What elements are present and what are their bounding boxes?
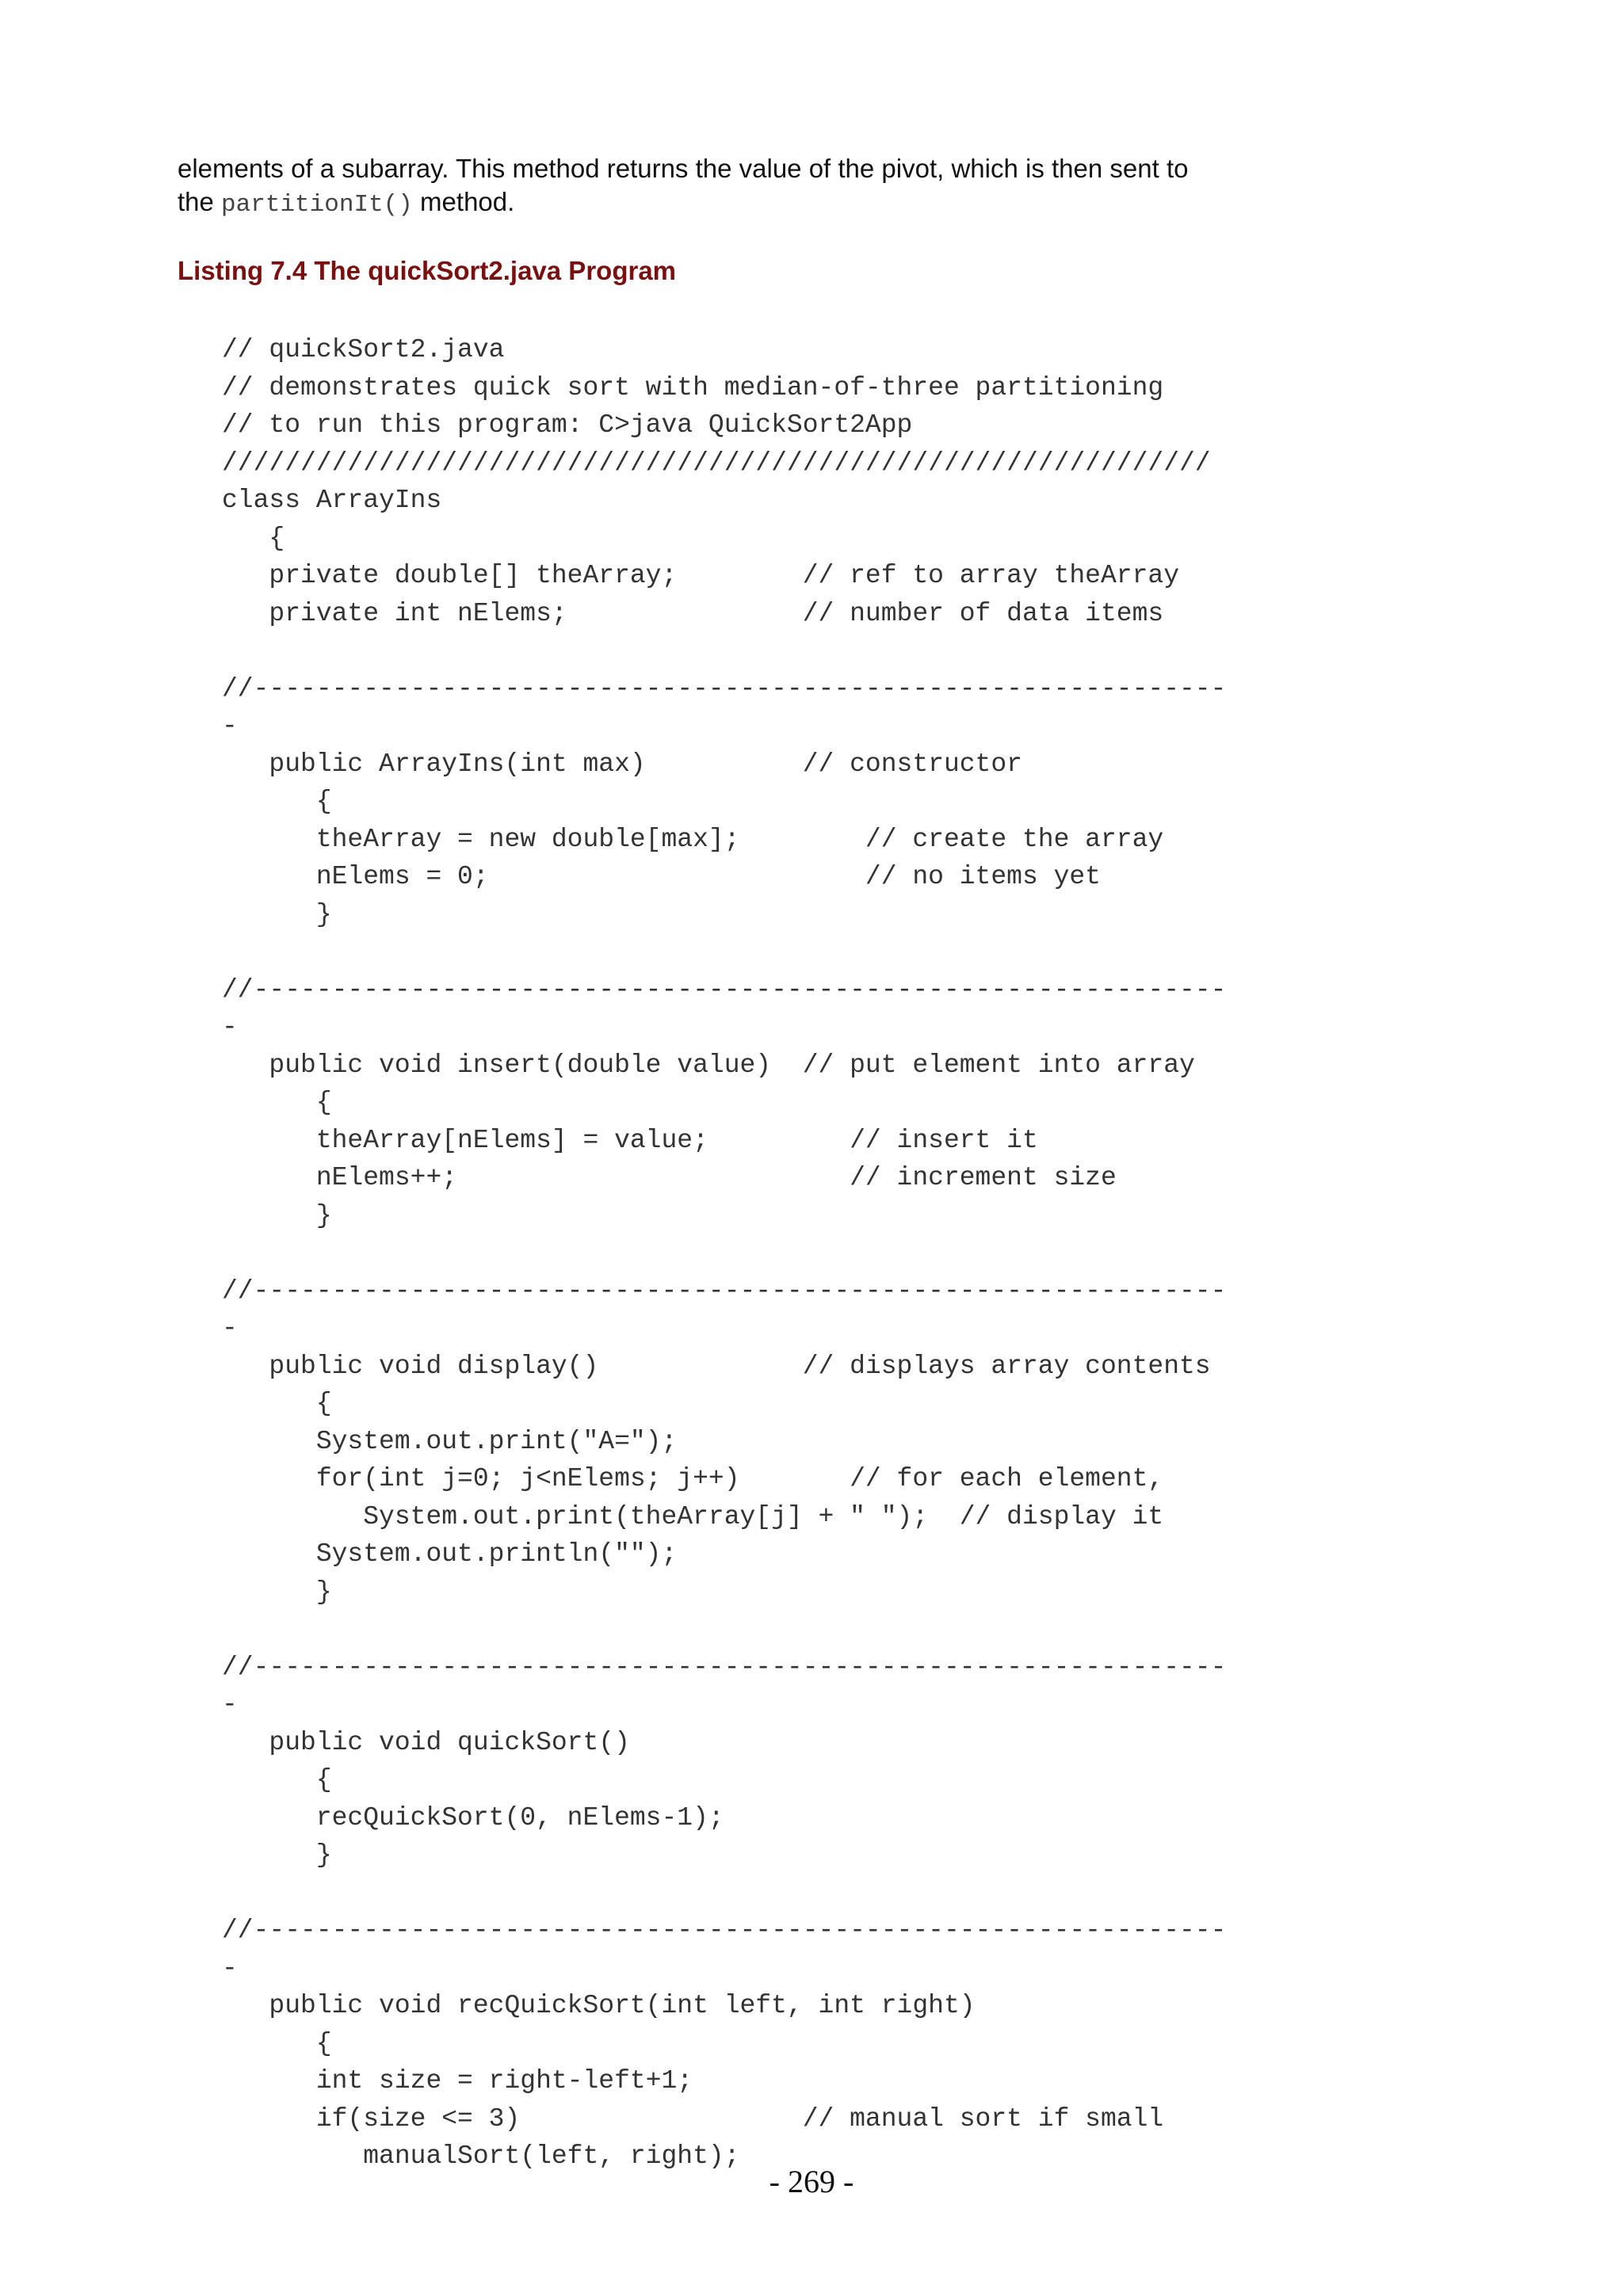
code-line: //-------------------------------------------------------------- <box>222 673 1227 704</box>
code-line: { <box>222 1088 332 1117</box>
code-line: System.out.println(""); <box>222 1539 678 1569</box>
code-line: } <box>222 1840 332 1870</box>
code-line: } <box>222 899 332 929</box>
code-line: int size = right-left+1; <box>222 2066 693 2096</box>
code-line: - <box>222 1013 238 1042</box>
intro-paragraph <box>178 152 1477 222</box>
code-line: - <box>222 1953 238 1983</box>
code-line <box>222 1875 1226 1913</box>
code-line: { <box>222 523 285 553</box>
code-line <box>222 1611 1226 1649</box>
code-line: /////////////////////////////////////////////////////////////// <box>222 448 1211 478</box>
code-line <box>222 933 1226 971</box>
code-line: public void recQuickSort(int left, int right) <box>222 1991 976 2020</box>
intro-line-1: elements of a subarray. This method returns the value of the pivot, which is then sent to <box>178 154 1189 183</box>
page-number: - 269 - <box>769 2164 854 2199</box>
code-line: theArray = new double[max]; // create the array <box>222 824 1164 854</box>
code-line: // quickSort2.java <box>222 335 505 364</box>
code-line: nElems = 0; // no items yet <box>222 862 1101 891</box>
code-line: { <box>222 2028 332 2058</box>
code-line <box>222 632 1226 670</box>
code-line: manualSort(left, right); <box>222 2142 740 2171</box>
code-line: } <box>222 1577 332 1607</box>
code-line: System.out.print(theArray[j] + " "); // display it <box>222 1501 1164 1531</box>
code-line: private double[] theArray; // ref to array theArray <box>222 561 1179 590</box>
code-line: public void insert(double value) // put element into array <box>222 1050 1195 1080</box>
intro-line-2-prefix: the <box>178 187 222 216</box>
code-line: theArray[nElems] = value; // insert it <box>222 1125 1038 1155</box>
intro-line-2-suffix: method. <box>412 187 515 216</box>
code-line: - <box>222 711 238 741</box>
code-line: for(int j=0; j<nElems; j++) // for each element, <box>222 1464 1164 1493</box>
code-line: } <box>222 1200 332 1230</box>
code-line: private int nElems; // number of data items <box>222 598 1164 628</box>
code-line: { <box>222 1389 332 1418</box>
code-line: { <box>222 787 332 816</box>
code-listing <box>222 331 1226 2176</box>
code-line: recQuickSort(0, nElems-1); <box>222 1802 724 1833</box>
code-line: class ArrayIns <box>222 486 442 515</box>
intro-line-2 <box>178 185 1477 222</box>
code-line: //-------------------------------------------------------------- <box>222 1916 1227 1945</box>
code-line: { <box>222 1765 332 1794</box>
code-line: // demonstrates quick sort with median-of-three partitioning <box>222 372 1164 402</box>
code-line: public void quickSort() <box>222 1727 630 1757</box>
listing-title: Listing 7.4 The quickSort2.java Program <box>178 256 677 285</box>
code-line: if(size <= 3) // manual sort if small <box>222 2103 1164 2134</box>
code-line: - <box>222 1690 238 1719</box>
inline-code-partitionit: partitionIt() <box>221 191 413 219</box>
code-line: public ArrayIns(int max) // constructor <box>222 749 1022 779</box>
code-line: nElems++; // increment size <box>222 1163 1117 1192</box>
code-line: //-------------------------------------------------------------- <box>222 1276 1227 1306</box>
code-line: //-------------------------------------------------------------- <box>222 1652 1227 1682</box>
code-line: public void display() // displays array contents <box>222 1351 1211 1381</box>
code-line: //-------------------------------------------------------------- <box>222 974 1227 1005</box>
code-line: System.out.print("A="); <box>222 1426 678 1456</box>
code-line: - <box>222 1314 238 1343</box>
code-line: // to run this program: C>java QuickSort2App <box>222 410 913 440</box>
code-line <box>222 1234 1226 1272</box>
